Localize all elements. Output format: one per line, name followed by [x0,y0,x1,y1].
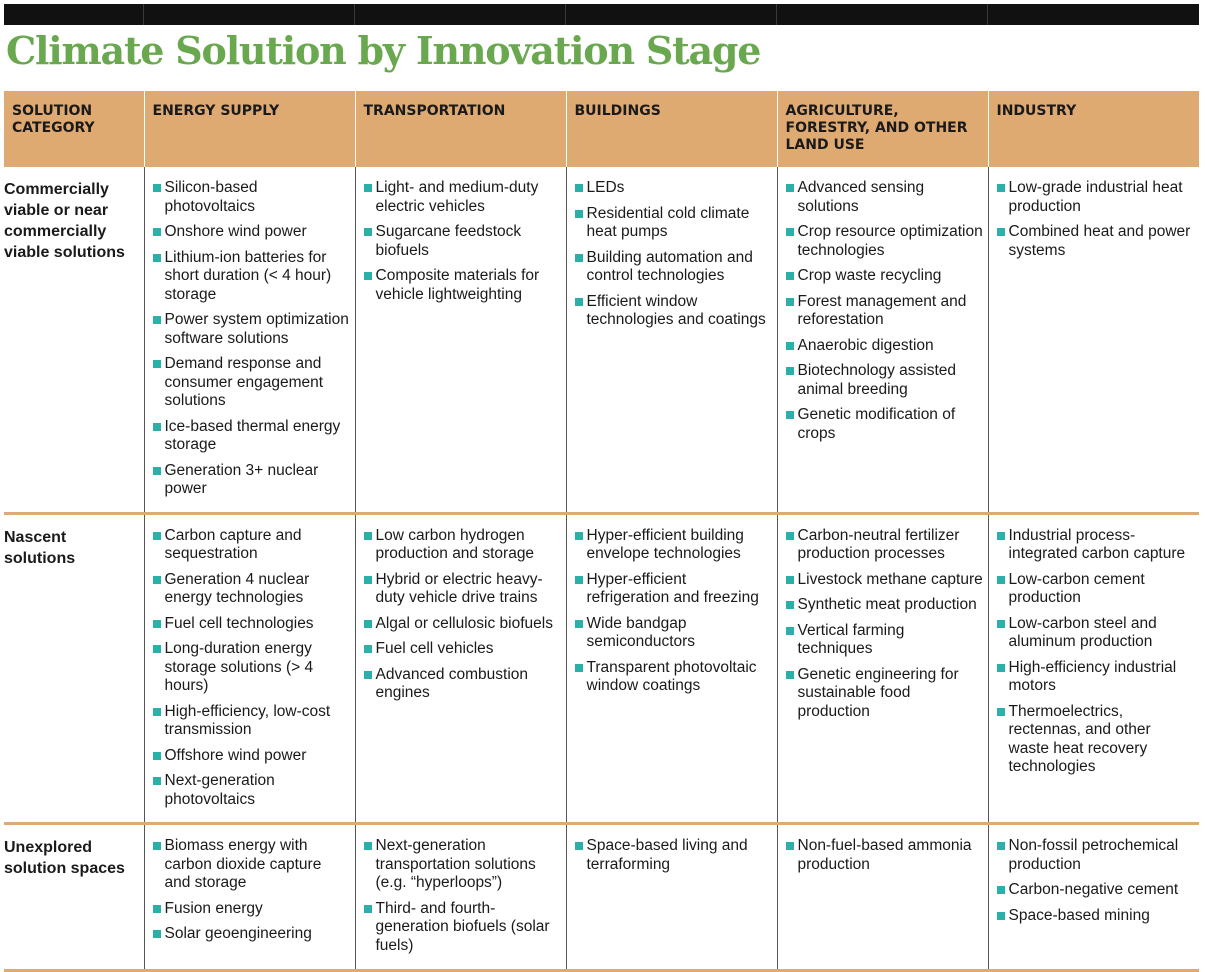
list-item [153,772,351,809]
solution-text: LEDs [586,179,625,196]
list-item [786,362,984,399]
bullet-square-icon [575,842,583,850]
list-item [786,406,984,443]
list-item [997,527,1196,564]
list-item [153,747,351,766]
solution-text: Fuel cell vehicles [375,640,494,657]
solution-list [575,179,773,330]
solution-list [153,527,351,810]
solution-text: Crop resource optimization technologies [797,223,983,259]
list-item [786,837,984,874]
solution-text: Onshore wind power [164,223,307,240]
solution-text: Hybrid or electric heavy-duty vehicle drive trains [375,570,543,606]
cell-industry [988,513,1199,824]
row-category-label: Commercially viable or near commercially viable solutions [4,181,125,261]
list-item [997,659,1196,696]
solution-text: Residential cold climate heat pumps [586,204,750,240]
solution-text: Silicon-based photovoltaics [164,179,258,215]
bullet-square-icon [153,228,161,236]
bullet-square-icon [153,316,161,324]
bullet-square-icon [364,645,372,653]
solution-text: High-efficiency, low-cost transmission [164,702,331,738]
solutions-table [4,91,1199,972]
list-item [786,293,984,330]
list-item [364,900,562,956]
bullet-square-icon [364,842,372,850]
solution-text: Power system optimization software solutions [164,311,349,347]
list-item [153,311,351,348]
list-item [575,179,773,198]
bullet-square-icon [997,532,1005,540]
header-industry: INDUSTRY [988,91,1199,167]
list-item [997,837,1196,874]
list-item [575,527,773,564]
solution-text: Carbon capture and sequestration [164,526,302,562]
solution-text: Light- and medium-duty electric vehicles [375,179,539,215]
list-item [786,622,984,659]
header-agriculture: AGRICULTURE, FORESTRY, AND OTHER LAND USE [777,91,988,167]
bullet-square-icon [575,210,583,218]
cell-buildings [566,824,777,971]
solution-list [786,179,984,443]
bullet-square-icon [997,886,1005,894]
list-item [997,907,1196,926]
list-item [575,293,773,330]
solution-text: Sugarcane feedstock biofuels [375,223,522,259]
cell-agriculture [777,513,988,824]
solution-text: Carbon-neutral fertilizer production processes [797,526,960,562]
list-item [786,527,984,564]
header-buildings: BUILDINGS [566,91,777,167]
solution-text: Third- and fourth-generation biofuels (solar fuels) [375,899,550,954]
solution-text: Space-based living and terraforming [586,837,748,873]
bullet-square-icon [153,576,161,584]
list-item [153,462,351,499]
solution-list [786,837,984,874]
page-title: Climate Solution by Innovation Stage [6,28,761,73]
bullet-square-icon [786,532,794,540]
list-item [364,640,562,659]
bullet-square-icon [153,752,161,760]
solution-text: Space-based mining [1008,906,1150,924]
solution-text: Low carbon hydrogen production and storage [375,526,535,562]
solution-text: Hyper-efficient refrigeration and freezing [586,570,759,606]
list-item [575,659,773,696]
bullet-square-icon [575,184,583,192]
bullet-square-icon [997,664,1005,672]
bullet-square-icon [786,342,794,350]
bullet-square-icon [786,601,794,609]
bullet-square-icon [997,842,1005,850]
bullet-square-icon [153,708,161,716]
solution-text: Transparent photovoltaic window coatings [586,658,757,694]
solution-list [575,837,773,874]
bullet-square-icon [153,777,161,785]
solution-text: High-efficiency industrial motors [1008,658,1177,694]
header-solution-category: SOLUTION CATEGORY [4,91,144,167]
cell-industry [988,167,1199,513]
cell-energy-supply [144,167,355,513]
solution-text: Ice-based thermal energy storage [164,417,341,453]
solution-list [364,179,562,304]
row-category-label: Nascent solutions [4,513,144,824]
list-item [153,571,351,608]
bullet-square-icon [786,184,794,192]
bullet-square-icon [786,411,794,419]
solution-list [364,527,562,703]
cell-buildings [566,167,777,513]
bullet-square-icon [364,228,372,236]
solution-text: Low-grade industrial heat production [1008,179,1183,215]
list-item [786,596,984,615]
bullet-square-icon [364,905,372,913]
bullet-square-icon [153,842,161,850]
solution-list [786,527,984,722]
list-item [364,179,562,216]
bullet-square-icon [153,905,161,913]
bullet-square-icon [786,842,794,850]
solution-text: Non-fossil petrochemical production [1008,837,1179,873]
cell-buildings [566,513,777,824]
table-row [4,167,1199,513]
bullet-square-icon [786,671,794,679]
bullet-square-icon [575,298,583,306]
solution-list [364,837,562,955]
bullet-square-icon [997,708,1005,716]
list-item [153,418,351,455]
list-item [997,615,1196,652]
list-item [153,355,351,411]
list-item [997,179,1196,216]
bullet-square-icon [153,423,161,431]
bullet-square-icon [153,254,161,262]
solution-text: Offshore wind power [164,746,307,764]
list-item [575,249,773,286]
list-item [153,640,351,696]
solution-text: Wide bandgap semiconductors [586,614,696,650]
bullet-square-icon [786,576,794,584]
solution-text: Thermoelectrics, rectennas, and other waste heat recovery technologies [1008,702,1151,775]
solution-text: Lithium-ion batteries for short duration (< 4 hour) storage [164,248,332,303]
cell-transportation [355,513,566,824]
bullet-square-icon [153,930,161,938]
solution-text: Algal or cellulosic biofuels [375,614,553,632]
list-item [364,527,562,564]
solution-text: Generation 3+ nuclear power [164,461,319,497]
solution-text: Non-fuel-based ammonia production [797,837,972,873]
solution-text: Next-generation photovoltaics [164,772,275,808]
list-item [575,205,773,242]
cell-transportation [355,824,566,971]
list-item [575,837,773,874]
list-item [364,666,562,703]
table-row [4,513,1199,824]
solution-text: Combined heat and power systems [1008,223,1191,259]
solution-text: Industrial process-integrated carbon capture [1008,526,1186,562]
bullet-square-icon [786,272,794,280]
solution-text: Fuel cell technologies [164,614,314,632]
bullet-square-icon [575,532,583,540]
solution-text: Demand response and consumer engagement solutions [164,355,324,409]
solution-text: Fusion energy [164,899,263,917]
bullet-square-icon [153,620,161,628]
list-item [153,249,351,305]
list-item [786,571,984,590]
cell-transportation [355,167,566,513]
bullet-square-icon [153,645,161,653]
solution-text: Biomass energy with carbon dioxide capture and storage [164,837,322,891]
solution-text: Long-duration energy storage solutions (> 4 hours) [164,640,314,694]
list-item [786,267,984,286]
table-row [4,824,1199,971]
solution-text: Hyper-efficient building envelope technologies [586,526,744,562]
cell-agriculture [777,824,988,971]
list-item [153,223,351,242]
list-item [997,223,1196,260]
row-category-label: Unexplored solution spaces [4,824,144,971]
bullet-square-icon [153,184,161,192]
list-item [997,881,1196,900]
bullet-square-icon [997,228,1005,236]
bullet-square-icon [997,912,1005,920]
solution-text: Livestock methane capture [797,570,983,588]
solution-list [153,179,351,499]
bullet-square-icon [575,254,583,262]
bullet-square-icon [364,671,372,679]
bullet-square-icon [364,184,372,192]
cell-agriculture [777,167,988,513]
solution-list [575,527,773,696]
solution-text: Synthetic meat production [797,596,977,613]
list-item [364,267,562,304]
bullet-square-icon [786,228,794,236]
list-item [364,223,562,260]
solution-text: Next-generation transportation solutions (e.g. “hyperloops”) [375,837,536,891]
bullet-square-icon [997,576,1005,584]
solution-text: Generation 4 nuclear energy technologies [164,570,310,606]
solution-list [997,179,1196,260]
solution-list [153,837,351,944]
list-item [786,179,984,216]
solution-text: Crop waste recycling [797,267,942,284]
bullet-square-icon [786,627,794,635]
bullet-square-icon [153,467,161,475]
solution-text: Building automation and control technologies [586,248,753,284]
list-item [153,837,351,893]
list-item [364,837,562,893]
bullet-square-icon [364,532,372,540]
solution-text: Carbon-negative cement [1008,881,1179,898]
bullet-square-icon [153,532,161,540]
list-item [786,223,984,260]
bullet-square-icon [786,298,794,306]
bullet-square-icon [575,576,583,584]
list-item [575,615,773,652]
solution-text: Efficient window technologies and coatings [586,292,766,328]
table-header-row [4,91,1199,167]
bullet-square-icon [575,664,583,672]
solution-text: Genetic engineering for sustainable food production [797,665,959,720]
bullet-square-icon [575,620,583,628]
solution-list [997,527,1196,777]
bullet-square-icon [786,367,794,375]
bullet-square-icon [997,184,1005,192]
solution-text: Composite materials for vehicle lightweighting [375,267,540,303]
cell-industry [988,824,1199,971]
list-item [364,571,562,608]
bullet-square-icon [364,576,372,584]
bullet-square-icon [364,272,372,280]
solution-text: Biotechnology assisted animal breeding [797,362,957,398]
list-item [153,179,351,216]
list-item [786,666,984,722]
solution-text: Advanced sensing solutions [797,179,925,215]
list-item [364,615,562,634]
solution-text: Advanced combustion engines [375,665,529,701]
solution-text: Low-carbon steel and aluminum production [1008,614,1157,650]
list-item [997,571,1196,608]
cell-energy-supply [144,824,355,971]
list-item [575,571,773,608]
solution-text: Genetic modification of crops [797,406,956,442]
list-item [997,703,1196,777]
solution-text: Vertical farming techniques [797,621,905,657]
list-item [153,900,351,919]
solution-text: Anaerobic digestion [797,336,934,354]
header-energy-supply: ENERGY SUPPLY [144,91,355,167]
cell-energy-supply [144,513,355,824]
list-item [153,925,351,944]
bullet-square-icon [364,620,372,628]
header-transportation: TRANSPORTATION [355,91,566,167]
solution-text: Forest management and reforestation [797,292,967,328]
solution-text: Low-carbon cement production [1008,570,1145,606]
solution-text: Solar geoengineering [164,925,312,942]
list-item [153,615,351,634]
top-decorative-bar [4,4,1199,25]
solution-list [997,837,1196,925]
list-item [786,337,984,356]
list-item [153,527,351,564]
bullet-square-icon [997,620,1005,628]
list-item [153,703,351,740]
bullet-square-icon [153,360,161,368]
